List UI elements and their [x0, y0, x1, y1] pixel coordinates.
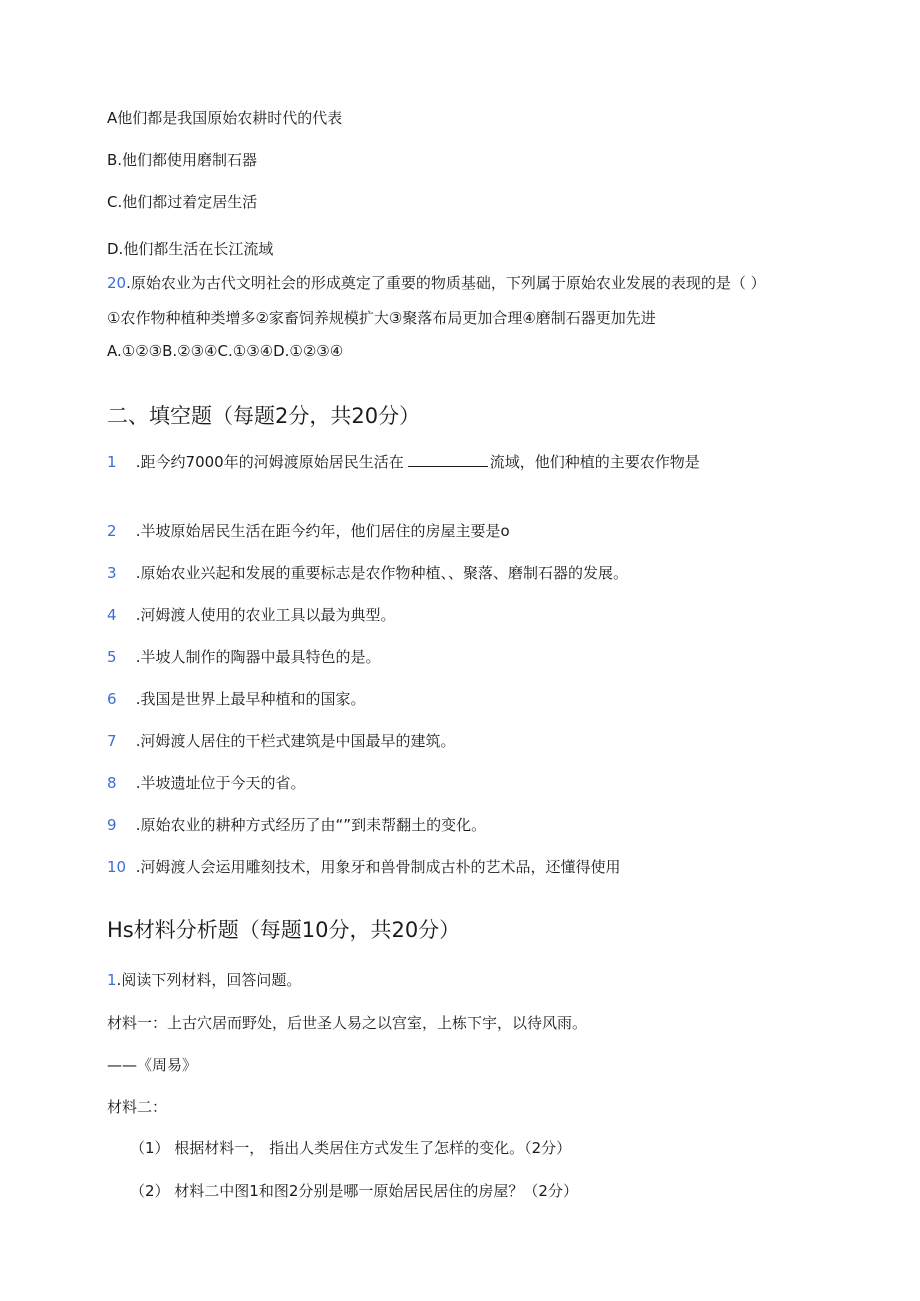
question-number: 20 — [107, 274, 127, 292]
question-text: .阅读下列材料，回答问题。 — [116, 971, 302, 989]
question-number: 7 — [107, 732, 117, 750]
question-number: 8 — [107, 774, 117, 792]
option-c: C.他们都过着定居生活 — [107, 193, 258, 211]
option-d: D.他们都生活在长江流域 — [107, 240, 274, 258]
sub-question-1: （1） 根据材料一， 指出人类居住方式发生了怎样的变化。（2分） — [130, 1139, 572, 1157]
material-source: ——《周易》 — [107, 1056, 198, 1074]
question-text: .半坡遗址位于今天的省。 — [131, 774, 306, 792]
sub-question-2: （2） 材料二中图1和图2分别是哪一原始居民居住的房屋？（2分） — [130, 1182, 578, 1200]
option-a: A他们都是我国原始农耕时代的代表 — [107, 109, 343, 127]
question-number: 9 — [107, 816, 117, 834]
question-number: 2 — [107, 522, 117, 540]
question-text: .原始农业的耕种方式经历了由“”到耒帮翻土的变化。 — [131, 816, 487, 834]
question-number: 6 — [107, 690, 117, 708]
question-number: 10 — [107, 858, 127, 876]
question-text: .距今约7000年的河姆渡原始居民生活在 — [131, 453, 404, 471]
question-text: .原始农业兴起和发展的重要标志是农作物种植、、聚落、磨制石器的发展。 — [131, 564, 629, 582]
question-text: .河姆渡人使用的农业工具以最为典型。 — [131, 606, 396, 624]
question-20-choices: A.①②③B.②③④C.①③④D.①②③④ — [107, 342, 344, 360]
answer-blank[interactable] — [408, 452, 488, 467]
question-number: 5 — [107, 648, 117, 666]
question-text: .河姆渡人会运用雕刻技术，用象牙和兽骨制成古朴的艺术品，还懂得使用 — [131, 858, 621, 876]
fill-question-5 — [107, 647, 381, 667]
question-text: .原始农业为古代文明社会的形成奠定了重要的物质基础，下列属于原始农业发展的表现的是（ ） — [126, 274, 766, 292]
question-20 — [107, 273, 766, 293]
question-number: 1 — [107, 453, 117, 471]
analysis-question-1 — [107, 970, 301, 990]
fill-question-4 — [107, 605, 396, 625]
question-20-items: ①农作物种植种类增多②家畜饲养规模扩大③聚落布局更加合理④磨制石器更加先进 — [107, 309, 656, 327]
fill-question-9 — [107, 815, 486, 835]
fill-question-1 — [107, 452, 700, 472]
section-2-title: 二、填空题（每题2分，共20分） — [107, 404, 421, 428]
material-2: 材料二： — [107, 1098, 168, 1116]
question-text: .半坡人制作的陶器中最具特色的是。 — [131, 648, 381, 666]
option-b: B.他们都使用磨制石器 — [107, 151, 258, 169]
material-1: 材料一：上古穴居而野处，后世圣人易之以宫室，上栋下宇，以待风雨。 — [107, 1014, 588, 1032]
fill-question-3 — [107, 563, 628, 583]
question-number: 3 — [107, 564, 117, 582]
question-number: 4 — [107, 606, 117, 624]
fill-question-8 — [107, 773, 306, 793]
fill-question-6 — [107, 689, 366, 709]
fill-question-10 — [107, 857, 621, 877]
question-text: 流域，他们种植的主要农作物是 — [489, 453, 700, 471]
question-text: .河姆渡人居住的干栏式建筑是中国最早的建筑。 — [131, 732, 456, 750]
section-3-title: Hs材料分析题（每题10分，共20分） — [107, 918, 461, 942]
question-text: .半坡原始居民生活在距今约年，他们居住的房屋主要是o — [131, 522, 510, 540]
fill-question-7 — [107, 731, 456, 751]
question-number: 1 — [107, 971, 117, 989]
question-text: .我国是世界上最早种植和的国家。 — [131, 690, 366, 708]
fill-question-2 — [107, 521, 510, 541]
